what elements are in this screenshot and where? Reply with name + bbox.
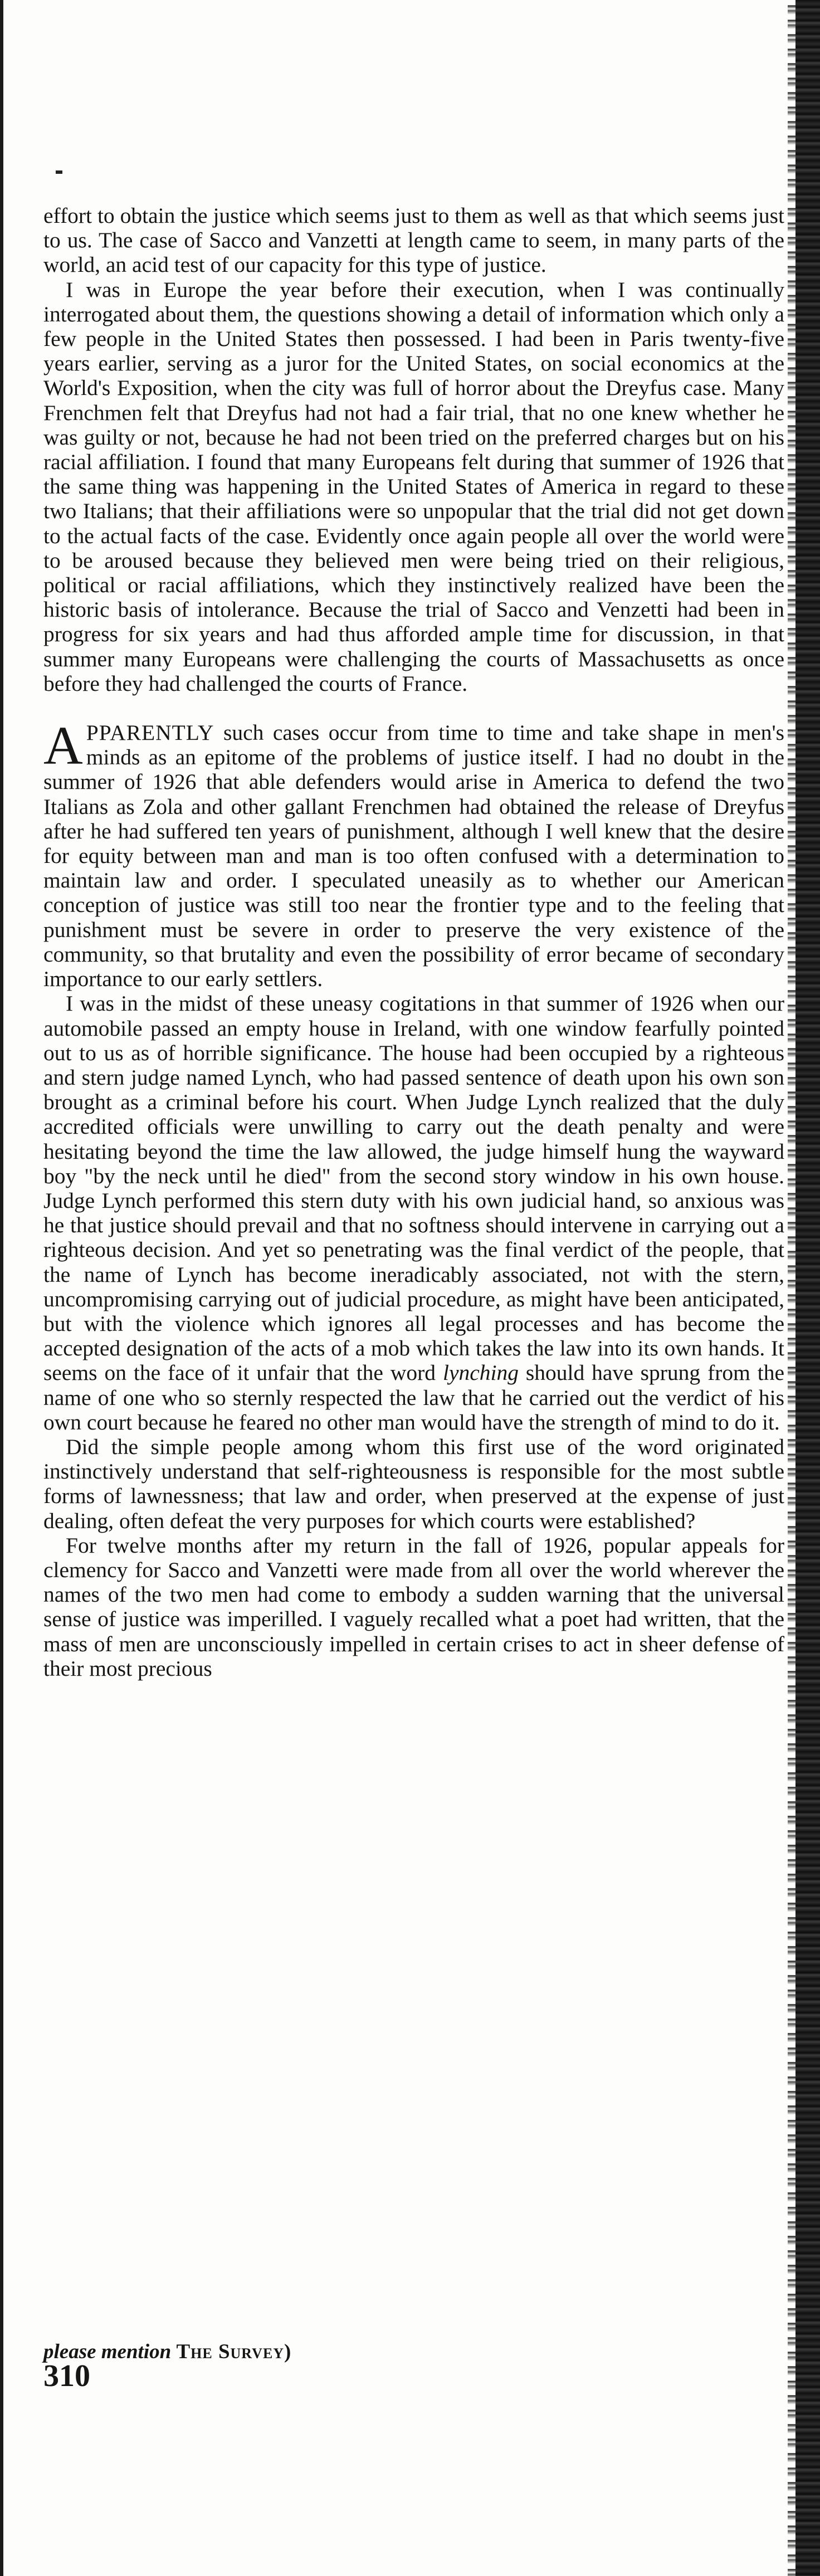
paragraph-4-text: I was in the midst of these uneasy cogitations in that summer of 1926 when our automobile passed an empty house in Ireland, with one window fearfully pointed out to us as of horrible significance. The house had been occupied by a righteous and stern judge named Lynch, who had passed sentence of death upon his own son brought as a criminal before his court. When Judge Lynch realized that the duly accredited officials were unwilling to carry out the death penalty and were hesitating beyond the time the law allowed, the judge himself hung the wayward boy "by the neck until he died" from the second story window in his own house. Judge Lynch performed this stern duty with his own judicial hand, so anxious was he that justice should prevail and that no softness should intervene in carrying out a righteous decision. And yet so penetrating was the final verdict of the people, that the name of Lynch has become ineradicably associated, not with the stern, uncompromising carrying out of judicial procedure, as might have been anticipated, but with the violence which ignores all legal processes and has become the accepted designation of the acts of a mob which takes the law into its own hands. It seems on the face of it unfair that the word [43, 991, 784, 1385]
paragraph-5: Did the simple people among whom this first use of the word originated instinctively understand that self-righteousness is responsible for the most subtle forms of lawnessness; that law and order, when preserved at the expense of just dealing, often defeat the very purposes for which courts were established? [43, 1434, 784, 1533]
lead-in-caps: PPARENTLY [86, 720, 214, 745]
drop-cap: A [43, 716, 83, 777]
scan-left-edge [0, 0, 3, 2576]
footer-note-text: please mention [43, 2340, 172, 2363]
page-number: 310 [43, 2359, 90, 2393]
magazine-name: The Survey) [176, 2340, 292, 2363]
torn-right-edge [793, 0, 820, 2576]
paragraph-1: effort to obtain the justice which seems just to them as well as that which seems just to us. The case of Sacco and Vanzetti at length came to seem, in many parts of the world, an acid test of our capacity for this type of justice. [43, 203, 784, 277]
paragraph-3-text: such cases occur from time to time and take shape in men's minds as an epitome of the problems of justice itself. I had no doubt in the summer of 1926 that able defenders would arise in America to defend the two Italians as Zola and other gallant Frenchmen had obtained the release of Dreyfus after he had suffered ten years of punishment, although I well knew that the desire for equity between man and man is too often confused with a determination to maintain law and order. I speculated uneasily as to whether our American conception of justice was still too near the frontier type and to the feeling that punishment must be severe in order to preserve the very existence of the community, so that brutality and even the possibility of error became of secondary importance to our early settlers. [43, 720, 784, 992]
paragraph-6: For twelve months after my return in the fall of 1926, popular appeals for clemency for Sacco and Vanzetti were made from all over the world wherever the names of the two men had come to embody a sudden warning that the universal sense of justice was imperilled. I vaguely recalled what a poet had written, that the mass of men are unconsciously impelled in certain crises to act in sheer defense of their most precious [43, 1533, 784, 1681]
paragraph-4 [43, 991, 784, 1435]
stray-mark [56, 170, 62, 174]
paragraph-3 [43, 716, 784, 992]
article-column [43, 203, 785, 2393]
paragraph-2: I was in Europe the year before their execution, when I was continually interrogated about them, the questions showing a detail of information which only a few people in the United States then possessed. I had been in Paris twenty-five years earlier, serving as a juror for the United States, on social economics at the World's Exposition, when the city was full of horror about the Dreyfus case. Many Frenchmen felt that Dreyfus had not had a fair trial, that no one knew whether he was guilty or not, because he had not been tried on the preferred charges but on his racial affiliation. I found that many Europeans felt during that summer of 1926 that the same thing was happening in the United States of America in regard to these two Italians; that their affiliations were so unpopular that the trial did not get down to the actual facts of the case. Evidently once again people all over the world were to be aroused because they believed men were being tried on their religious, political or racial affiliations, which they instinctively realized have been the historic basis of intolerance. Because the trial of Sacco and Venzetti had been in progress for six years and had thus afforded ample time for discussion, in that summer many Europeans were challenging the courts of Massachusetts as once before they had challenged the courts of France. [43, 277, 784, 696]
italic-word: lynching [442, 1360, 519, 1385]
paragraph-4-end: should have sprung from the name of one who so sternly respected the law that he carried out the verdict of his own court because he feared no other man would have the strength of mind to do it. [43, 1360, 785, 1435]
